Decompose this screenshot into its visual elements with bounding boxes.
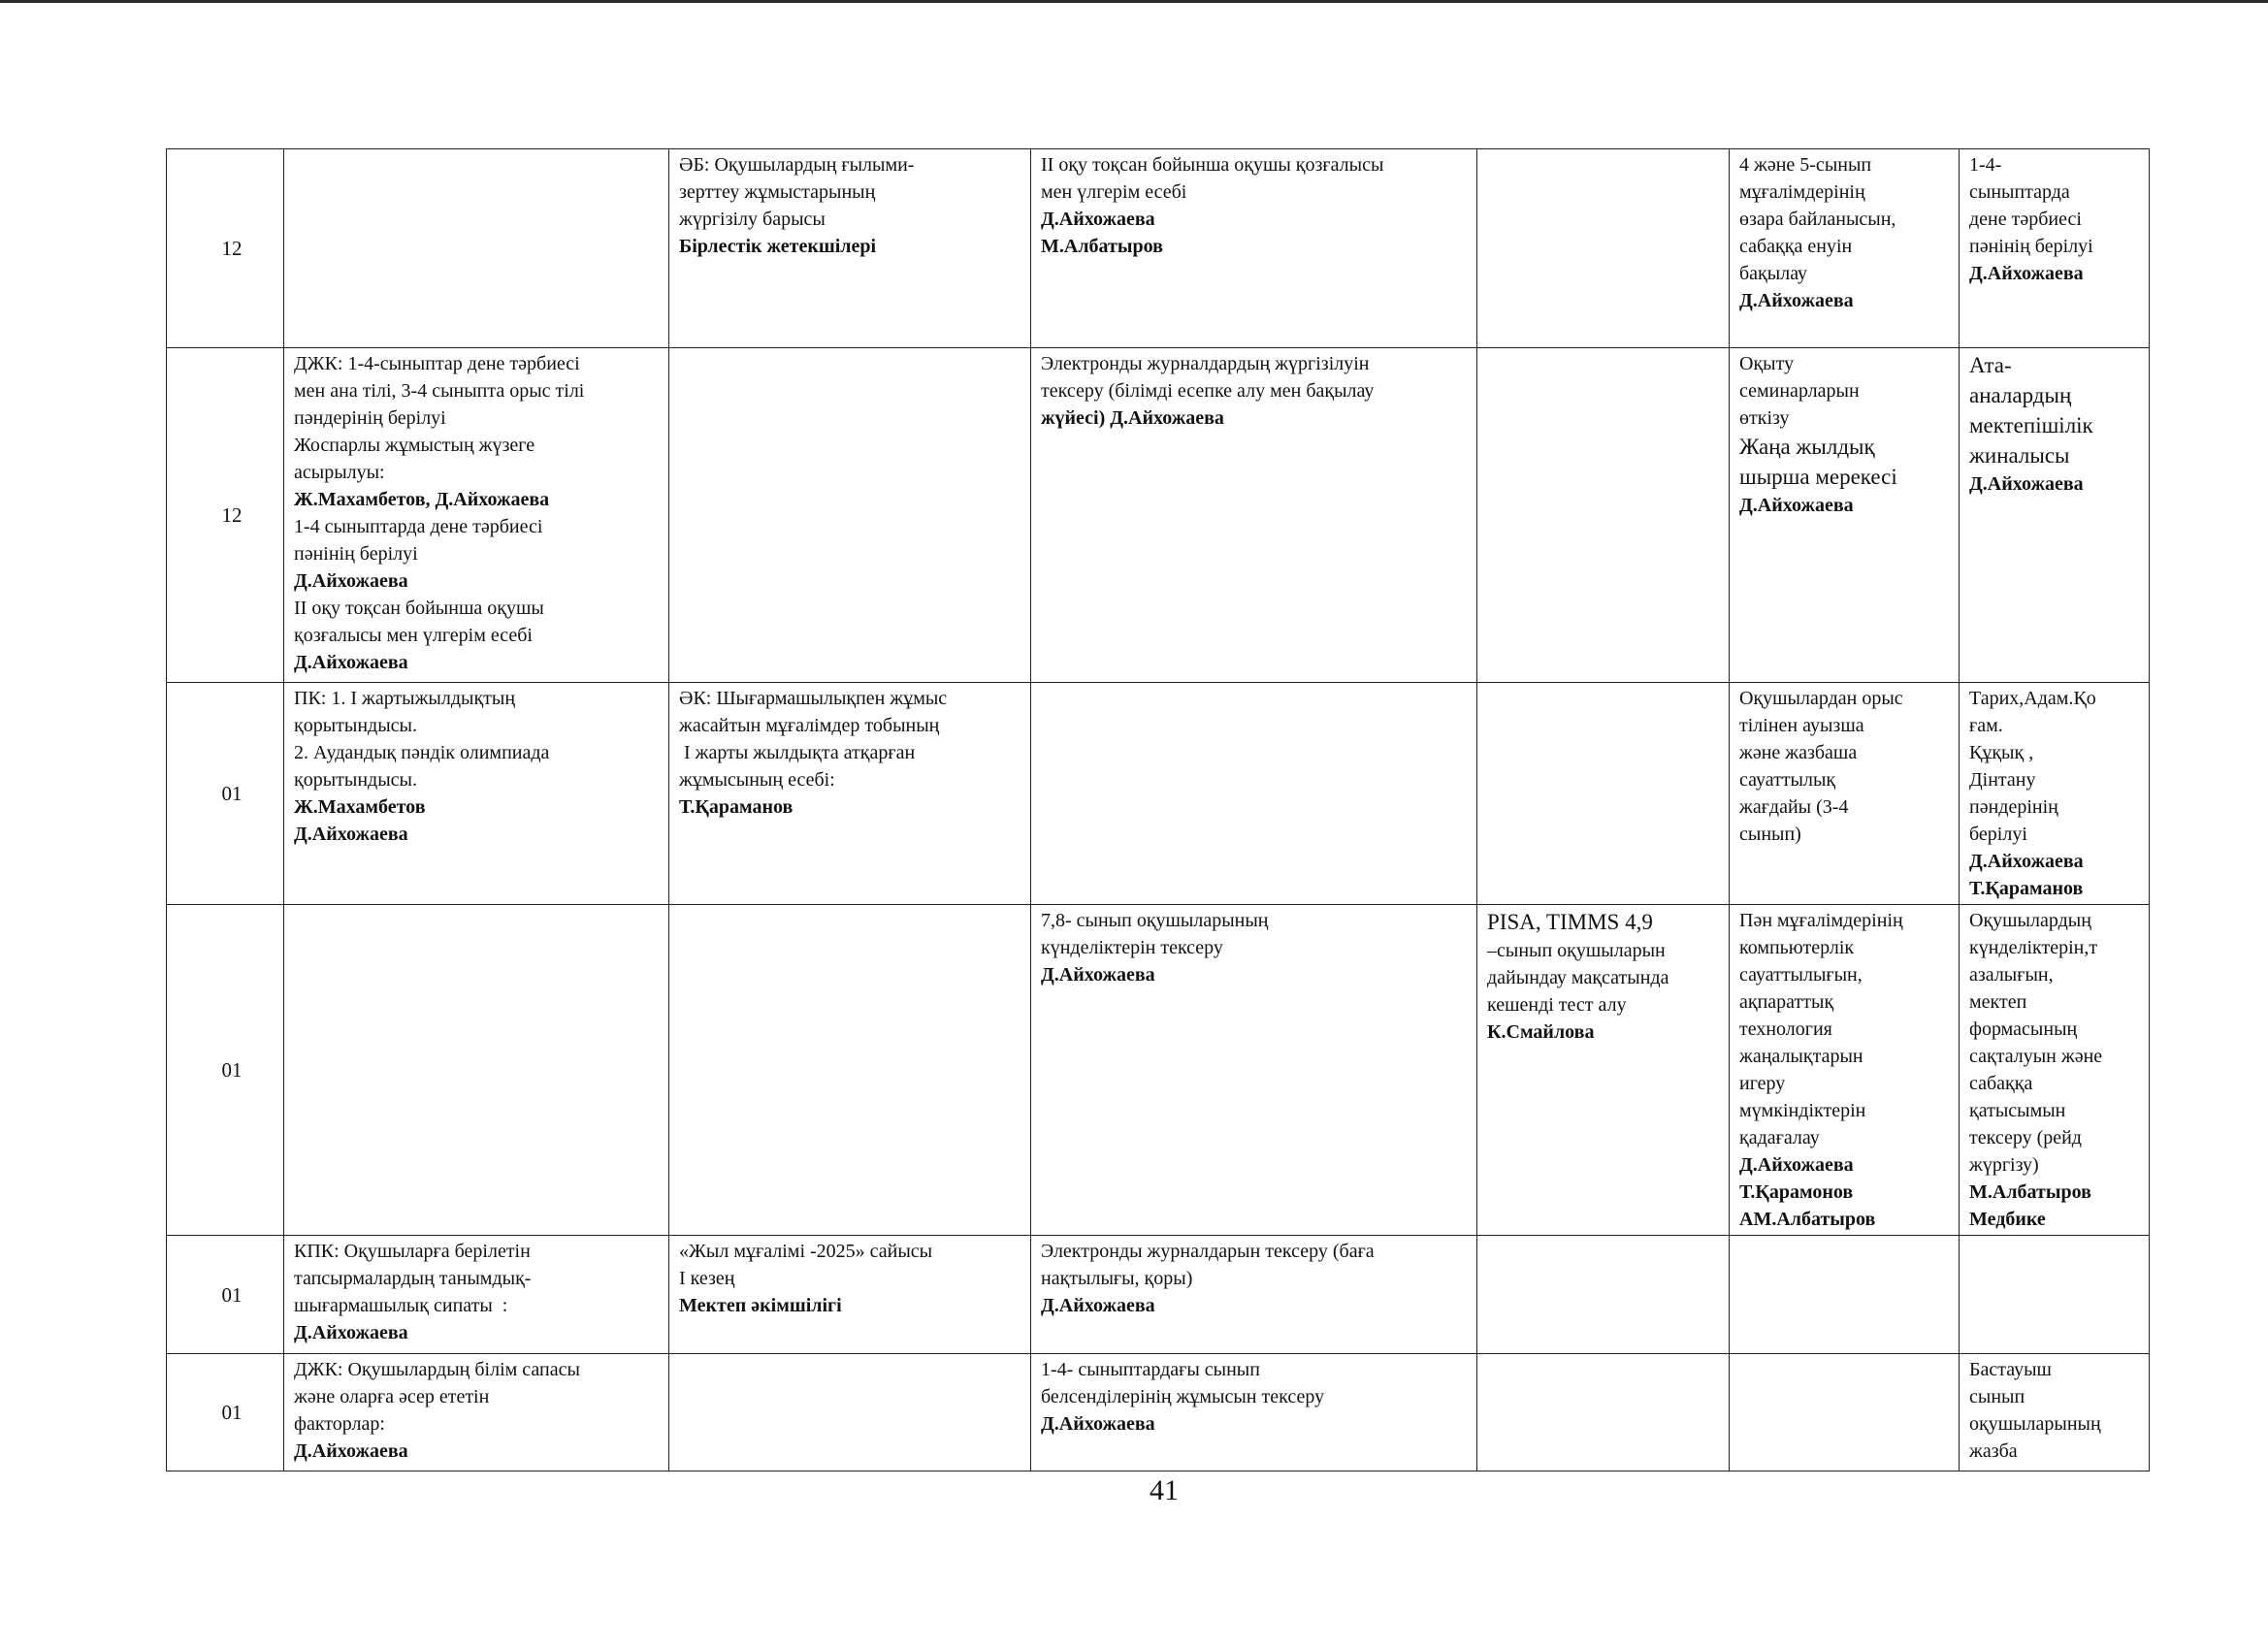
responsible-name: Д.Айхожаева (1041, 964, 1155, 986)
responsible-name: Д.Айхожаева (294, 652, 408, 673)
responsible-name: М.Албатыров (1041, 236, 1163, 257)
cell-text-line: асырылуы: (294, 462, 385, 483)
cell-text-line: Тарих,Адам.Қо (1969, 688, 2096, 709)
cell-text-line: мүмкіндіктерін (1739, 1100, 1866, 1121)
cell-text-line: 1-4 сыныптарда дене тәрбиесі (294, 516, 543, 537)
cell-text-line: Дінтану (1969, 769, 2036, 791)
cell-text-line: 1-4- сыныптардағы сынып (1041, 1359, 1260, 1380)
cell-text-line: Ата- (1969, 353, 2012, 377)
meeting-cell (669, 149, 1031, 348)
cell-text-line: тапсырмалардың танымдық- (294, 1268, 532, 1289)
responsible-name: Д.Айхожаева (1739, 1154, 1854, 1176)
teacher-control-cell (1730, 1236, 1960, 1354)
cell-text-line: 1-4- (1969, 154, 2002, 176)
cell-text-line: шығармашылық сипаты : (294, 1295, 508, 1316)
responsible-name: жүйесі) Д.Айхожаева (1041, 407, 1224, 429)
cell-text-line: күнделіктерін,т (1969, 937, 2098, 958)
cell-text-line: технология (1739, 1018, 1832, 1040)
cell-text-line: Оқушылардың (1969, 910, 2091, 931)
assessment-cell (1477, 348, 1730, 683)
cell-text-line: мұғалімдерінің (1739, 181, 1865, 203)
month-cell: 01 (167, 1236, 284, 1354)
inspection-cell (1031, 348, 1477, 683)
meeting-cell (669, 348, 1031, 683)
cell-text-line: факторлар: (294, 1413, 385, 1435)
cell-text-line: пәндерінің берілуі (294, 407, 446, 429)
event-cell (1960, 1236, 2150, 1354)
cell-text-line: сынып) (1739, 824, 1801, 845)
teacher-control-cell (1730, 348, 1960, 683)
month-cell: 12 (167, 348, 284, 683)
responsible-name: АМ.Албатыров (1739, 1209, 1876, 1230)
cell-text-line: мектеп (1969, 991, 2027, 1013)
responsible-name: Ж.Махамбетов, Д.Айхожаева (294, 489, 550, 510)
event-cell (1960, 683, 2150, 905)
cell-text-line: игеру (1739, 1073, 1786, 1094)
cell-text-line: ғам. (1969, 715, 2003, 736)
event-cell (1960, 905, 2150, 1236)
table-row (167, 683, 2150, 905)
cell-text-line: берілуі (1969, 824, 2027, 845)
teacher-control-cell (1730, 683, 1960, 905)
table-row (167, 1236, 2150, 1354)
cell-text-line: жаңалықтарын (1739, 1046, 1863, 1067)
cell-text-line: I кезең (679, 1268, 735, 1289)
cell-text-line: Оқушылардан орыс (1739, 688, 1903, 709)
cell-text-line: жүргізу) (1969, 1154, 2039, 1176)
inspection-cell (1031, 1354, 1477, 1471)
cell-text-line: мектепішілік (1969, 413, 2093, 437)
table-row (167, 348, 2150, 683)
cell-text-line: Электронды журналдарын тексеру (баға (1041, 1241, 1375, 1262)
cell-text-line: мен үлгерім есебі (1041, 181, 1187, 203)
cell-text-line: ДЖК: Оқушылардың білім сапасы (294, 1359, 580, 1380)
cell-text-line: дайындау мақсатында (1487, 967, 1669, 988)
responsible-name: Ж.Махамбетов (294, 796, 426, 818)
cell-text-line: пәнінің берілуі (1969, 236, 2093, 257)
cell-text-line: ДЖК: 1-4-сыныптар дене тәрбиесі (294, 353, 580, 374)
meeting-cell (669, 683, 1031, 905)
cell-text-line: жиналысы (1969, 443, 2070, 468)
responsible-name: Д.Айхожаева (294, 1440, 408, 1462)
responsible-name: Д.Айхожаева (1739, 495, 1854, 516)
event-cell (1960, 1354, 2150, 1471)
event-cell (1960, 149, 2150, 348)
cell-text-line: Жоспарлы жұмыстың жүзеге (294, 435, 535, 456)
page-number: 41 (1150, 1474, 1179, 1506)
cell-text-line: жасайтын мұғалімдер тобының (679, 715, 940, 736)
month-cell: 01 (167, 905, 284, 1236)
inspection-cell (1031, 149, 1477, 348)
activity-cell (284, 348, 669, 683)
inspection-cell (1031, 1236, 1477, 1354)
cell-text-line: КПК: Оқушыларға берілетін (294, 1241, 531, 1262)
activity-cell (284, 683, 669, 905)
activity-cell (284, 1354, 669, 1471)
cell-text-line: зерттеу жұмыстарының (679, 181, 876, 203)
cell-text-line: тексеру (білімді есепке алу мен бақылау (1041, 380, 1375, 402)
cell-text-line: Жаңа жылдық (1739, 435, 1875, 459)
cell-text-line: Оқыту (1739, 353, 1795, 374)
cell-text-line: ӘБ: Оқушылардың ғылыми- (679, 154, 915, 176)
cell-text-line: Құқық , (1969, 742, 2034, 763)
cell-text-line: қорытындысы. (294, 769, 417, 791)
responsible-name: Бірлестік жетекшілері (679, 236, 877, 257)
cell-text-line: оқушыларының (1969, 1413, 2101, 1435)
cell-text-line: I жарты жылдықта атқарған (679, 742, 916, 763)
event-cell (1960, 348, 2150, 683)
responsible-name: Д.Айхожаева (1969, 473, 2084, 495)
cell-text-line: сабаққа (1969, 1073, 2033, 1094)
cell-text-line: сақталуын және (1969, 1046, 2103, 1067)
inspection-cell (1031, 905, 1477, 1236)
month-cell: 01 (167, 683, 284, 905)
cell-text-line: мен ана тілі, 3-4 сыныпта орыс тілі (294, 380, 585, 402)
cell-text-line: кешенді тест алу (1487, 994, 1627, 1016)
assessment-cell (1477, 683, 1730, 905)
cell-text-line: жұмысының есебі: (679, 769, 835, 791)
cell-text-line: шырша мерекесі (1739, 465, 1897, 489)
responsible-name: М.Албатыров (1969, 1181, 2091, 1203)
responsible-name: Д.Айхожаева (1041, 1413, 1155, 1435)
assessment-cell (1477, 905, 1730, 1236)
cell-text-line: жүргізілу барысы (679, 209, 826, 230)
cell-text-line: өзара байланысын, (1739, 209, 1896, 230)
assessment-cell (1477, 1354, 1730, 1471)
responsible-name: Д.Айхожаева (1041, 209, 1155, 230)
responsible-name: Д.Айхожаева (1041, 1295, 1155, 1316)
activity-cell (284, 149, 669, 348)
cell-text-line: жазба (1969, 1440, 2018, 1462)
cell-text-line: ақпараттық (1739, 991, 1834, 1013)
control-plan-table (166, 148, 2150, 1471)
cell-text-line: формасының (1969, 1018, 2078, 1040)
cell-text-line: ПК: 1. I жартыжылдықтың (294, 688, 516, 709)
cell-text-line: және оларға әсер ететін (294, 1386, 490, 1407)
cell-text-line: тексеру (рейд (1969, 1127, 2082, 1148)
cell-text-line: сынып (1969, 1386, 2025, 1407)
activity-cell (284, 905, 669, 1236)
responsible-name: Д.Айхожаева (1969, 851, 2084, 872)
table-row (167, 905, 2150, 1236)
teacher-control-cell (1730, 1354, 1960, 1471)
cell-text-line: сауаттылық (1739, 769, 1836, 791)
responsible-name: Д.Айхожаева (294, 570, 408, 592)
cell-text-line: дене тәрбиесі (1969, 209, 2082, 230)
cell-text-line: пәнінің берілуі (294, 543, 418, 565)
inspection-cell (1031, 683, 1477, 905)
cell-text-line: қорытындысы. (294, 715, 417, 736)
cell-text-line: аналардың (1969, 383, 2072, 407)
table-row (167, 1354, 2150, 1471)
responsible-name: Д.Айхожаева (1969, 263, 2084, 284)
assessment-cell (1477, 149, 1730, 348)
cell-text-line: қатысымын (1969, 1100, 2066, 1121)
meeting-cell (669, 905, 1031, 1236)
cell-text-line: Пән мұғалімдерінің (1739, 910, 1903, 931)
responsible-name: Медбике (1969, 1209, 2046, 1230)
cell-text-line: 2. Аудандық пәндік олимпиада (294, 742, 550, 763)
cell-text-line: жағдайы (3-4 (1739, 796, 1849, 818)
responsible-name: Д.Айхожаева (294, 824, 408, 845)
activity-cell (284, 1236, 669, 1354)
meeting-cell (669, 1236, 1031, 1354)
responsible-name: К.Смайлова (1487, 1021, 1595, 1043)
cell-text-line: сауаттылығын, (1739, 964, 1863, 986)
cell-text-line: Бастауыш (1969, 1359, 2052, 1380)
teacher-control-cell (1730, 149, 1960, 348)
cell-text-line: және жазбаша (1739, 742, 1858, 763)
cell-text-line: белсенділерінің жұмысын тексеру (1041, 1386, 1325, 1407)
cell-text-line: II оқу тоқсан бойынша оқушы қозғалысы (1041, 154, 1384, 176)
cell-text-line: пәндерінің (1969, 796, 2058, 818)
cell-text-line: семинарларын (1739, 380, 1860, 402)
responsible-name: Мектеп әкімшілігі (679, 1295, 842, 1316)
assessment-cell (1477, 1236, 1730, 1354)
cell-text-line: –сынып оқушыларын (1487, 940, 1666, 961)
cell-text-line: азалығын, (1969, 964, 2054, 986)
teacher-control-cell (1730, 905, 1960, 1236)
responsible-name: Т.Қараманов (679, 796, 794, 818)
responsible-name: Т.Қарамонов (1739, 1181, 1854, 1203)
cell-text-line: 7,8- сынып оқушыларының (1041, 910, 1269, 931)
responsible-name: Т.Қараманов (1969, 878, 2084, 899)
cell-text-line: Электронды журналдардың жүргізілуін (1041, 353, 1370, 374)
cell-text-line: нақтылығы, қоры) (1041, 1268, 1193, 1289)
responsible-name: Д.Айхожаева (1739, 290, 1854, 311)
cell-text-line: сабаққа енуін (1739, 236, 1853, 257)
cell-text-line: II оқу тоқсан бойынша оқушы (294, 598, 544, 619)
cell-text-line: тілінен ауызша (1739, 715, 1864, 736)
cell-text-line: «Жыл мұғалімі -2025» сайысы (679, 1241, 933, 1262)
month-cell: 12 (167, 149, 284, 348)
meeting-cell (669, 1354, 1031, 1471)
cell-text-line: өткізу (1739, 407, 1790, 429)
cell-text-line: қозғалысы мен үлгерім есебі (294, 625, 533, 646)
cell-text-line: 4 және 5-сынып (1739, 154, 1872, 176)
month-cell: 01 (167, 1354, 284, 1471)
cell-text-line: сыныптарда (1969, 181, 2070, 203)
cell-text-line: ӘК: Шығармашылықпен жұмыс (679, 688, 948, 709)
cell-text-line: компьютерлік (1739, 937, 1855, 958)
cell-text-line: қадағалау (1739, 1127, 1820, 1148)
cell-text-line: PISA, TIMMS 4,9 (1487, 910, 1653, 934)
table-row (167, 149, 2150, 348)
cell-text-line: бақылау (1739, 263, 1808, 284)
top-border-line (0, 0, 2268, 3)
responsible-name: Д.Айхожаева (294, 1322, 408, 1343)
cell-text-line: күнделіктерін тексеру (1041, 937, 1223, 958)
